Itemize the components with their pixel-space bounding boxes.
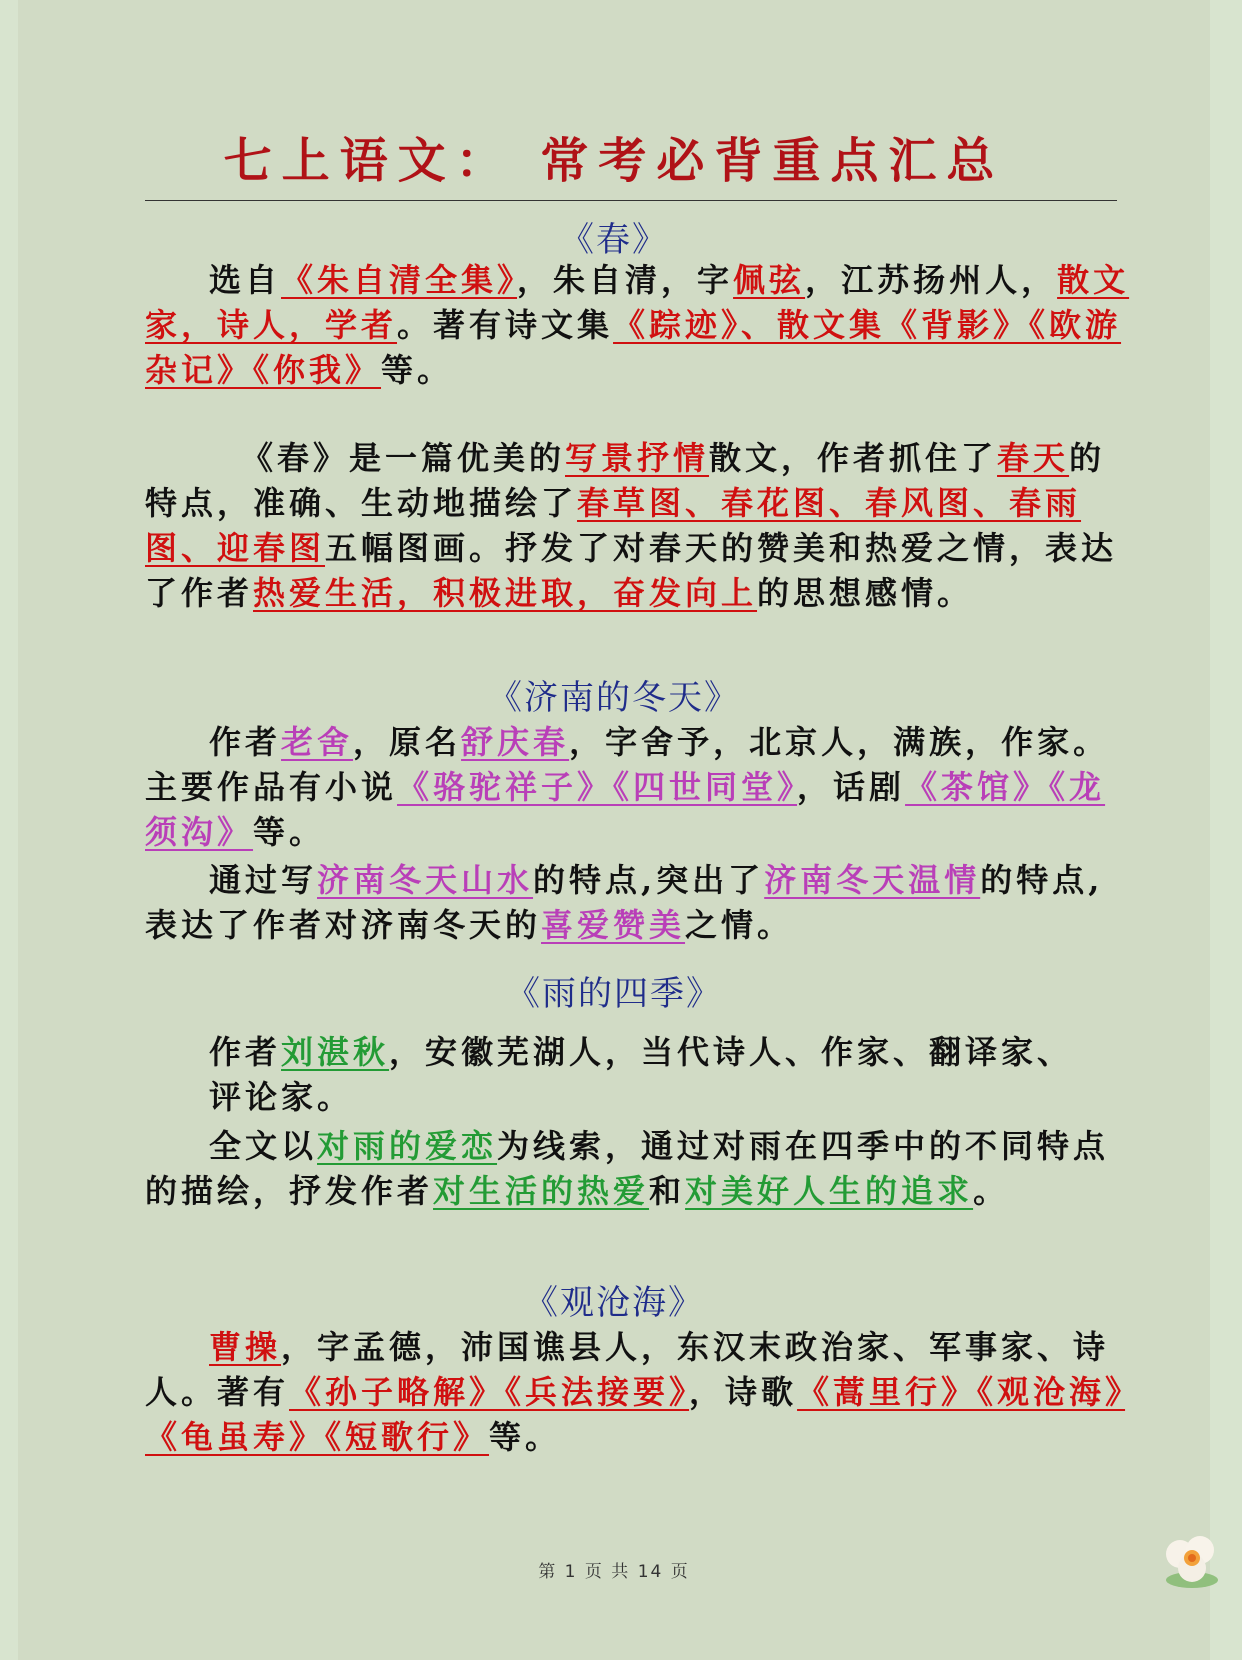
page-number: 第 1 页 共 14 页 — [538, 1562, 690, 1582]
paragraph-chun-author — [145, 258, 1135, 393]
page-title: 七上语文： 常考必背重点汇总 — [223, 133, 1005, 189]
text-span: 的特点,突出了 — [533, 861, 765, 899]
original-name: 舒庆春 — [461, 723, 570, 761]
paragraph-chun-theme — [145, 436, 1135, 616]
text-span: 选自 — [209, 261, 282, 299]
section-heading-rain: 《雨的四季》 — [506, 974, 722, 1014]
paragraph-rain-theme — [145, 1124, 1135, 1214]
text-span: 的思想感情。 — [757, 574, 974, 612]
section-heading-jinan: 《济南的冬天》 — [488, 678, 740, 718]
source-book: 《朱自清全集》 — [281, 261, 518, 299]
keyword: 济南冬天山水 — [317, 861, 534, 899]
text-span: 等。 — [253, 813, 326, 851]
text-span: 的特点,表达了作者对济南冬天的 — [145, 861, 1104, 944]
text-span: 和 — [649, 1172, 686, 1210]
works-list: 《踪迹》、散文集《背影》《欧游杂记》《你我》 — [145, 306, 1122, 389]
section-heading-chun: 《春》 — [560, 220, 668, 260]
text-span: 等。 — [381, 351, 454, 389]
text-span: ，字舍予，北京人，满族，作家。主要作品有小说 — [145, 723, 1110, 806]
text-span: 为线索，通过对雨在四季中的不同特点的描绘，抒发作者 — [145, 1127, 1110, 1210]
dramas: 《茶馆》《龙须沟》 — [145, 768, 1106, 851]
keyword: 春天 — [997, 439, 1070, 477]
author-name: 老舍 — [281, 723, 354, 761]
text-span: ，安徽芜湖人，当代诗人、作家、翻译家、评论家。 — [209, 1033, 1074, 1116]
genre: 写景抒情 — [565, 439, 710, 477]
poems-list: 《蒿里行》《观沧海》《龟虽寿》《短歌行》 — [145, 1373, 1126, 1456]
text-span: ，话剧 — [797, 768, 906, 806]
works-list: 《孙子略解》《兵法接要》 — [289, 1373, 690, 1411]
text-span: 作者 — [209, 723, 282, 761]
section-heading-sea: 《观沧海》 — [524, 1283, 704, 1323]
text-span: 等。 — [489, 1418, 562, 1456]
author-feeling: 热爱生活，积极进取，奋发向上 — [253, 574, 758, 612]
text-span: ，原名 — [353, 723, 462, 761]
text-span: 通过写 — [209, 861, 318, 899]
paragraph-sea-author — [145, 1325, 1135, 1460]
text-span: 之情。 — [685, 906, 794, 944]
document-page — [18, 0, 1210, 1660]
text-span: 。著有诗文集 — [397, 306, 614, 344]
text-span: 作者 — [209, 1033, 282, 1071]
paragraph-jinan-theme — [145, 858, 1135, 948]
text-span: ，朱自清，字 — [517, 261, 734, 299]
text-span: 。 — [973, 1172, 1010, 1210]
flower-icon — [1152, 1520, 1232, 1604]
title-divider — [145, 200, 1117, 201]
text-span: 的特点，准确、生动地描绘了 — [145, 439, 1106, 522]
author-name: 刘湛秋 — [281, 1033, 390, 1071]
text-span: 《春》是一篇优美的 — [241, 439, 566, 477]
keyword: 对雨的爱恋 — [317, 1127, 498, 1165]
text-span: ，江苏扬州人， — [805, 261, 1058, 299]
paragraph-jinan-author — [145, 720, 1135, 855]
five-pictures: 春草图、春花图、春风图、春雨图、迎春图 — [145, 484, 1082, 567]
courtesy-name: 佩弦 — [733, 261, 806, 299]
paragraph-rain-author — [209, 1030, 1109, 1120]
keyword: 喜爱赞美 — [541, 906, 686, 944]
text-span: ，字孟德，沛国谯县人，东汉末政治家、军事家、诗人。著有 — [145, 1328, 1110, 1411]
text-span: 散文，作者抓住了 — [709, 439, 998, 477]
text-span: ，诗歌 — [689, 1373, 798, 1411]
keyword: 对生活的热爱 — [433, 1172, 650, 1210]
novels: 《骆驼祥子》《四世同堂》 — [397, 768, 798, 806]
keyword: 对美好人生的追求 — [685, 1172, 974, 1210]
author-identity: 散文家，诗人，学者 — [145, 261, 1130, 344]
text-span: 全文以 — [209, 1127, 318, 1165]
keyword: 济南冬天温情 — [764, 861, 981, 899]
author-name: 曹操 — [209, 1328, 282, 1366]
text-span: 五幅图画。抒发了对春天的赞美和热爱之情，表达了作者 — [145, 529, 1118, 612]
